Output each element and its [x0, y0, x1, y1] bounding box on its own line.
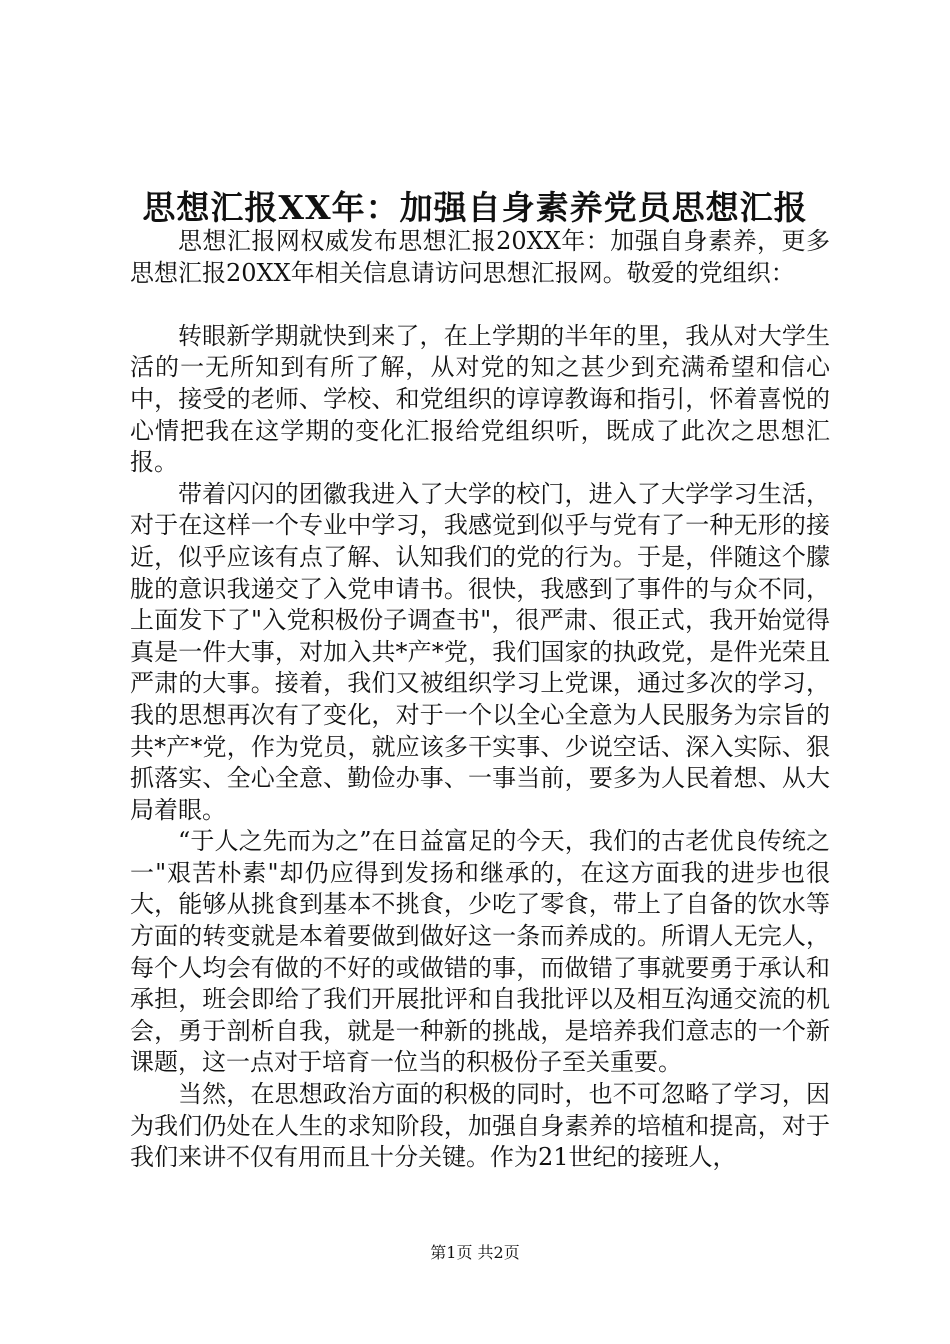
body-paragraph: 带着闪闪的团徽我进入了大学的校门，进入了大学学习生活，对于在这样一个专业中学习，我感觉到似乎与党有了一种无形的接近，似乎应该有点了解、认知我们的党的行为。于是，伴随这个朦胧的意识我递交了入党申请书。很快，我感到了事件的与众不同，上面发下了"入党积极份子调查书"，很严肃、很正式，我开始觉得真是一件大事，对加入共*产*党，我们国家的执政党，是件光荣且严肃的大事。接着，我们又被组织学习上党课，通过多次的学习，我的思想再次有了变化，对于一个以全心全意为人民服务为宗旨的共*产*党，作为党员，就应该多干实事、少说空话、深入实际、狠抓落实、全心全意、勤俭办事、一事当前，要多为人民着想、从大局着眼。 [130, 479, 830, 824]
document-body [130, 226, 830, 1174]
intro-paragraph: 思想汇报网权威发布思想汇报20XX年：加强自身素养，更多思想汇报20XX年相关信息请访问思想汇报网。敬爱的党组织： [130, 227, 830, 287]
body-paragraph: 转眼新学期就快到来了，在上学期的半年的里，我从对大学生活的一无所知到有所了解，从对党的知之甚少到充满希望和信心中，接受的老师、学校、和党组织的谆谆教诲和指引，怀着喜悦的心情把我在这学期的变化汇报给党组织听，既成了此次之思想汇报。 [130, 321, 830, 477]
body-paragraph: 当然，在思想政治方面的积极的同时，也不可忽略了学习，因为我们仍处在人生的求知阶段，加强自身素养的培植和提高，对于我们来讲不仅有用而且十分关键。作为21世纪的接班人， [130, 1080, 830, 1172]
document-title: 思想汇报XX年：加强自身素养党员思想汇报 [142, 188, 808, 227]
page-number-footer: 第1页 共2页 [430, 1243, 520, 1262]
body-paragraph: “于人之先而为之”在日益富足的今天，我们的古老优良传统之一"艰苦朴素"却仍应得到发扬和继承的，在这方面我的进步也很大，能够从挑食到基本不挑食，少吃了零食，带上了自备的饮水等方面的转变就是本着要做到做好这一条而养成的。所谓人无完人，每个人均会有做的不好的或做错的事，而做错了事就要勇于承认和承担，班会即给了我们开展批评和自我批评以及相互沟通交流的机会，勇于剖析自我，就是一种新的挑战，是培养我们意志的一个新课题，这一点对于培育一位当的积极份子至关重要。 [130, 827, 830, 1077]
